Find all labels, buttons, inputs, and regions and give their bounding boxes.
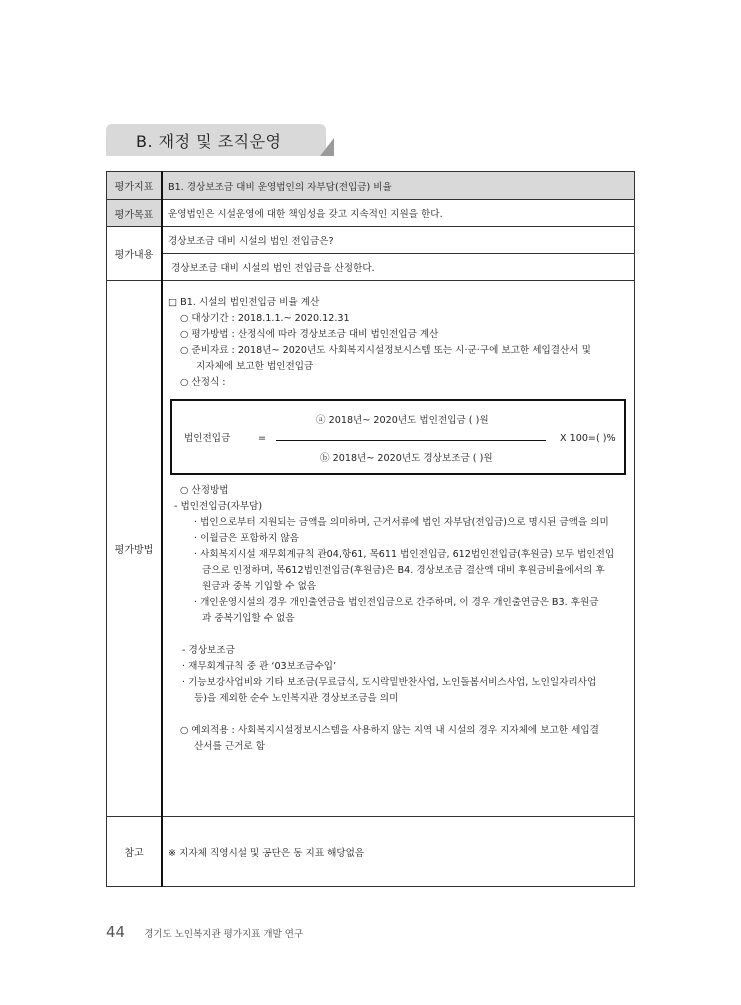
method-line: - 법인전입금(자부담) (174, 501, 263, 512)
method-line: □ B1. 시설의 법인전입금 비율 계산 (168, 297, 320, 308)
method-line: · 법인으로부터 지원되는 금액을 의미하며, 근거서류에 법인 자부담(전입금)으로 명시된 금액을 의미 (194, 517, 609, 528)
reference-value: ※ 지자체 직영시설 및 공단은 동 지표 해당없음 (162, 817, 635, 887)
reference-row (107, 817, 635, 887)
method-line: ○ 산정식 : (180, 377, 226, 388)
method-line: ○ 산정방법 (180, 485, 229, 496)
goal-row (107, 200, 635, 227)
section-tab-fold (320, 138, 334, 156)
goal-value: 운영법인은 시설운영에 대한 책임성을 갖고 지속적인 지원을 한다. (162, 200, 635, 227)
formula-label: 법인전입금 (184, 433, 231, 444)
formula-fraction-line (276, 440, 546, 441)
method-line: ○ 예외적용 : 사회복지시설정보시스템을 사용하지 않는 지역 내 시설의 경우 지자체에 보고한 세입결 (180, 725, 599, 736)
indicator-value: B1. 경상보조금 대비 운영법인의 자부담(전입금) 비율 (162, 172, 635, 200)
method-line: ○ 준비자료 : 2018년~ 2020년도 사회복지시설정보시스템 또는 시·군·구에 보고한 세입결산서 및 (180, 345, 591, 356)
method-line: · 사회복지시설 재무회계규칙 관04,항61, 목611 법인전입금, 612법인전입금(후원금) 모두 법인전입 (194, 549, 615, 560)
method-row (107, 281, 635, 817)
indicator-row (107, 172, 635, 200)
method-line: - 경상보조금 (182, 645, 235, 656)
evaluation-table (106, 171, 635, 887)
method-line: 과 중복기입할 수 없음 (202, 613, 295, 624)
content-row-description (107, 254, 635, 281)
method-line: · 개인운영시설의 경우 개인출연금을 법인전입금으로 간주하며, 이 경우 개인출연금은 B3. 후원금 (194, 597, 599, 608)
formula-box (170, 399, 626, 475)
formula-equals: = (258, 433, 267, 444)
indicator-label: 평가지표 (107, 172, 163, 200)
method-body (162, 281, 635, 817)
method-line: · 이월금은 포함하지 않음 (194, 533, 299, 544)
content-question: 경상보조금 대비 시설의 법인 전입금은? (162, 227, 635, 254)
formula-denominator: ⓑ 2018년~ 2020년도 경상보조금 ( )원 (320, 453, 493, 464)
content-description: 경상보조금 대비 시설의 법인 전입금을 산정한다. (162, 254, 635, 281)
section-tab (106, 124, 344, 156)
method-line: ○ 평가방법 : 산정식에 따라 경상보조금 대비 법인전입금 계산 (180, 329, 439, 340)
formula-numerator: ⓐ 2018년~ 2020년도 법인전입금 ( )원 (316, 415, 489, 426)
section-title: B. 재정 및 조직운영 (136, 132, 282, 151)
method-line: 금으로 인정하며, 목612법인전입금(후원금)은 B4. 경상보조금 결산액 대비 후원금비율에서의 후 (202, 565, 605, 576)
page-number: 44 (106, 923, 126, 941)
method-line: 등)을 제외한 순수 노인복지관 경상보조금을 의미 (194, 693, 399, 704)
content-row-question (107, 227, 635, 254)
method-line: ○ 대상기간 : 2018.1.1.~ 2020.12.31 (180, 313, 350, 324)
method-line: · 재무회계규칙 중 관 ‘03보조금수입’ (182, 661, 337, 672)
page-footer (106, 922, 303, 941)
goal-label: 평가목표 (107, 200, 163, 227)
method-line: · 기능보강사업비와 기타 보조금(무료급식, 도시락밑반찬사업, 노인돌봄서비스사업, 노인일자리사업 (182, 677, 597, 688)
method-line: 산서를 근거로 함 (194, 741, 265, 752)
reference-label: 참고 (107, 817, 163, 887)
method-line: 원금과 중복 기입할 수 없음 (202, 581, 317, 592)
method-label: 평가방법 (107, 281, 163, 817)
method-line: 지자체에 보고한 법인전입금 (196, 361, 314, 372)
content-label: 평가내용 (107, 227, 163, 281)
formula-multiplier: X 100=( )% (560, 433, 616, 444)
footer-title: 경기도 노인복지관 평가지표 개발 연구 (144, 929, 304, 940)
